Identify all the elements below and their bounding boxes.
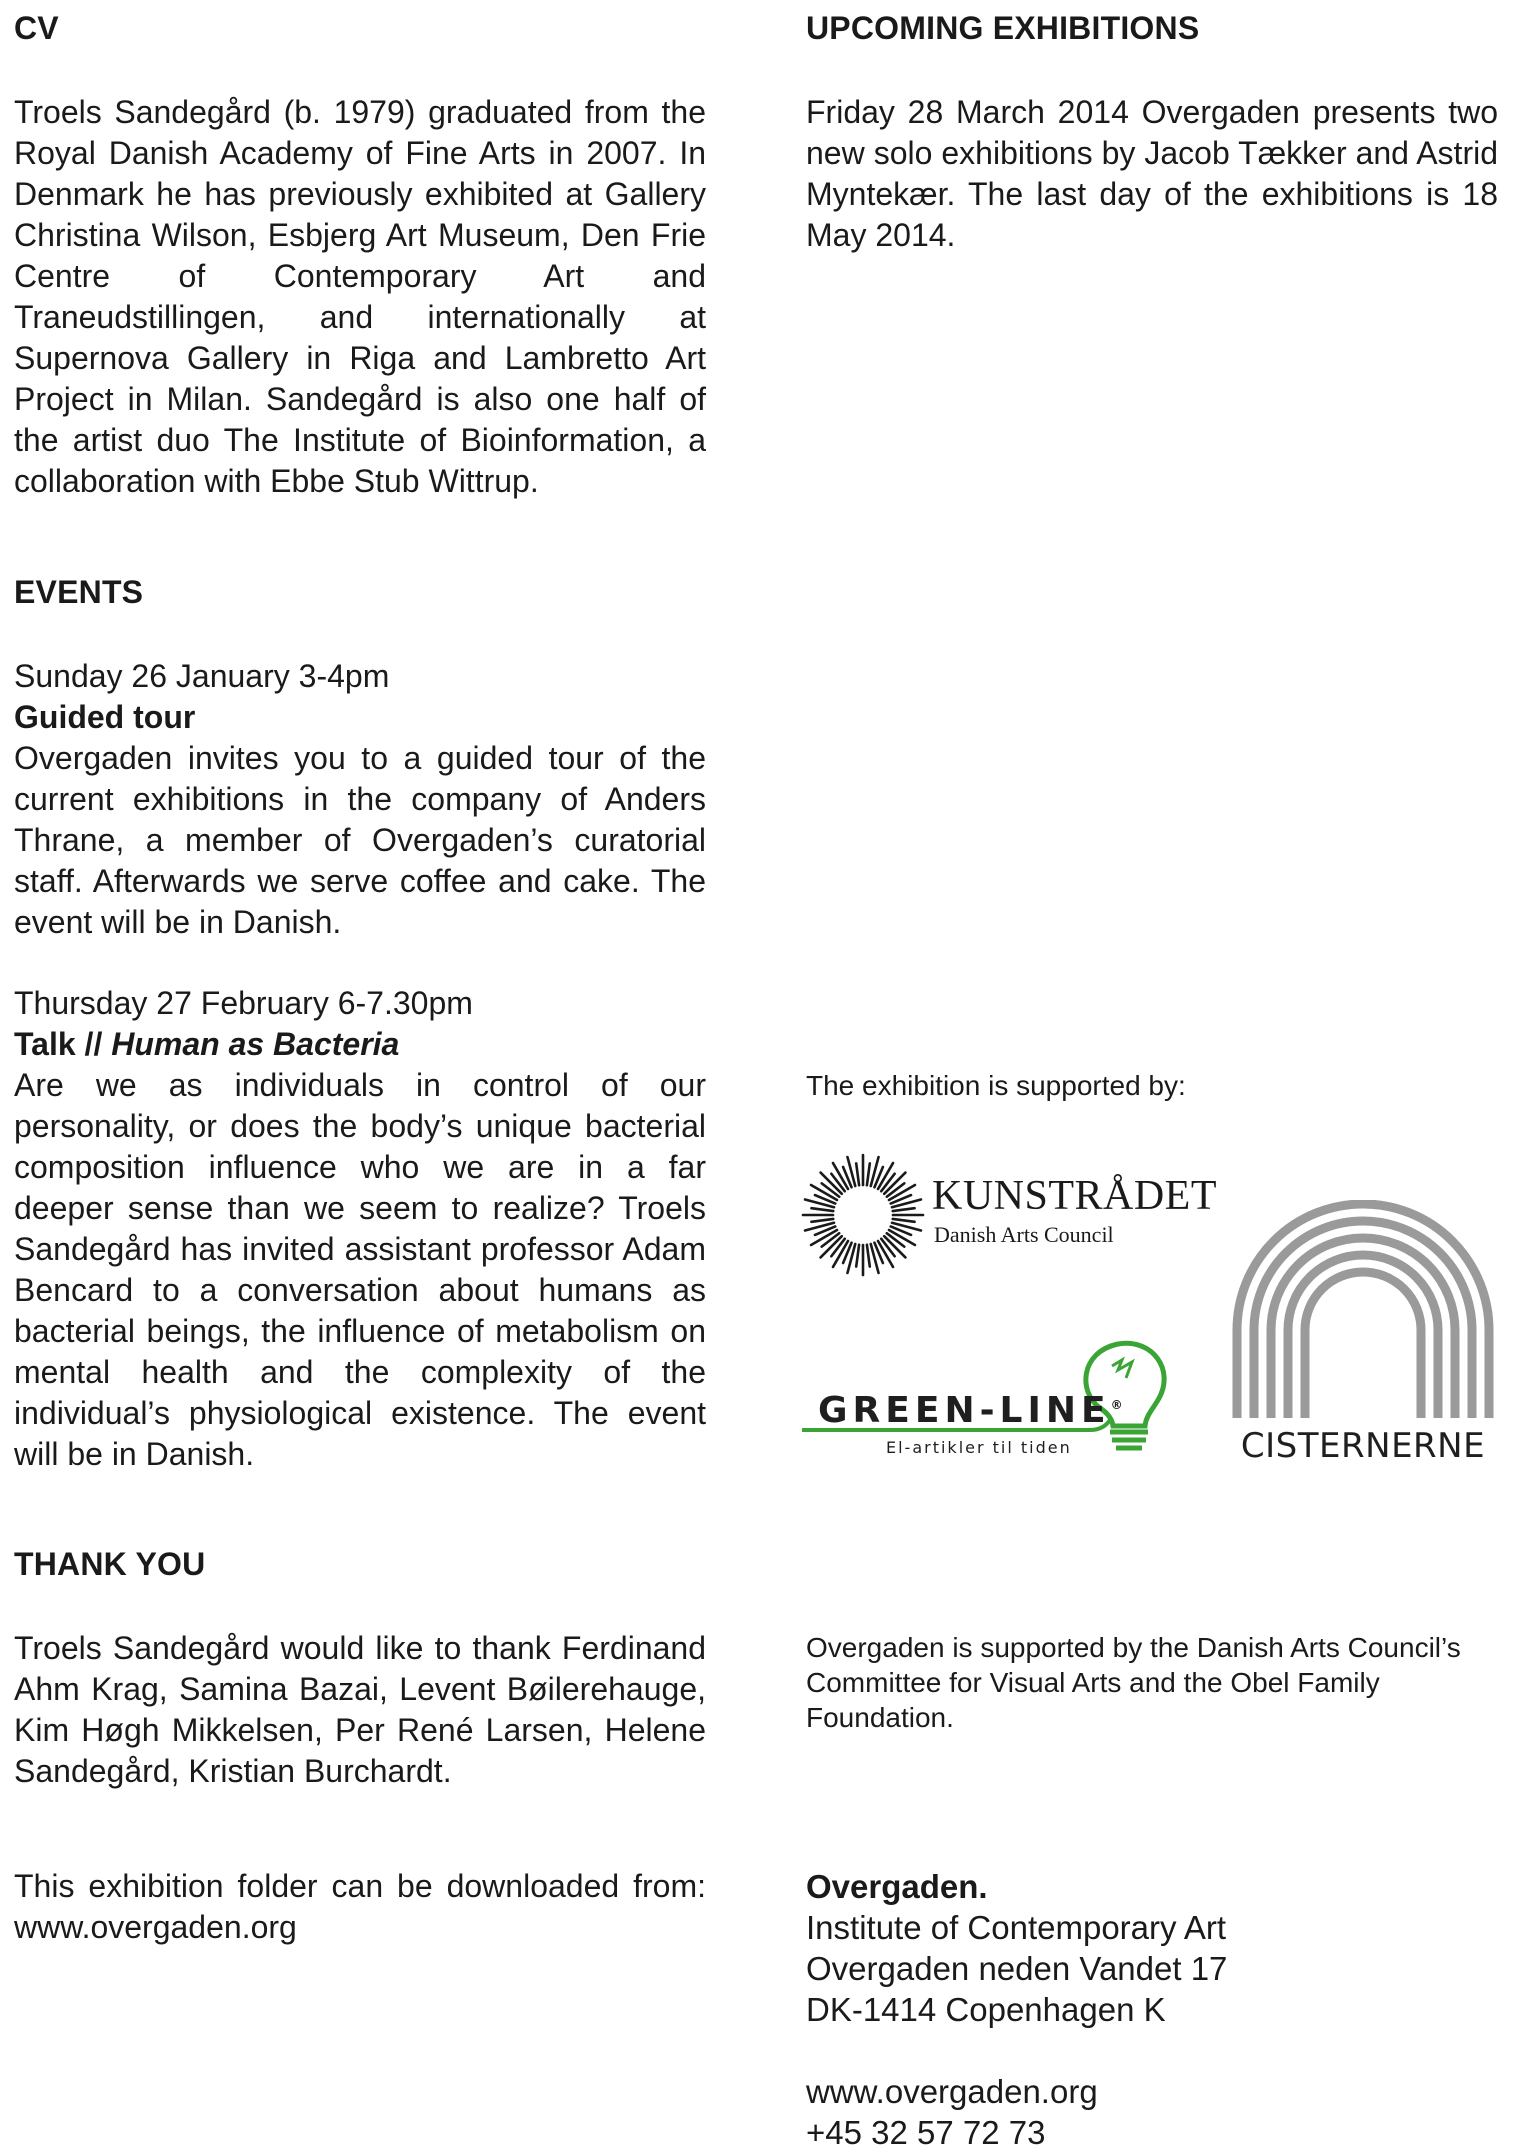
event-title-italic: Human as Bacteria	[111, 1026, 400, 1062]
kunstradet-name: KUNSTRÅDET	[932, 1173, 1217, 1219]
website-link[interactable]: www.overgaden.org	[806, 2073, 1098, 2110]
event-title: Guided tour	[14, 699, 196, 735]
event-date: Sunday 26 January 3-4pm	[14, 658, 390, 694]
thanks-heading: THANK YOU	[14, 1546, 206, 1582]
event-date: Thursday 27 February 6-7.30pm	[14, 985, 473, 1021]
event-item	[14, 656, 706, 943]
event-item	[14, 983, 706, 1475]
events-section	[14, 572, 706, 1475]
address-line: Institute of Contemporary Art	[806, 1909, 1227, 1946]
support-note: Overgaden is supported by the Danish Arts Council’s Committee for Visual Arts and the Obel Family Foundation.	[806, 1632, 1461, 1733]
upcoming-text: Friday 28 March 2014 Overgaden presents two new solo exhibitions by Jacob Tækker and Astrid Myntekær. The last day of the exhibitions is 18 May 2014.	[806, 94, 1498, 253]
greenline-tagline: El-artikler til tiden	[886, 1438, 1072, 1457]
download-text: This exhibition folder can be downloaded from: www.overgaden.org	[14, 1868, 706, 1945]
event-text: Overgaden invites you to a guided tour of the current exhibitions in the company of Anders Thrane, a member of Overgaden’s curatorial staff. Afterwards we serve coffee and cake. The event will be in Danish.	[14, 740, 706, 940]
cv-text: Troels Sandegård (b. 1979) graduated from the Royal Danish Academy of Fine Arts in 2007. In Denmark he has previously exhibited at Gallery Christina Wilson, Esbjerg Art Museum, Den Frie Centre of Contemporary Art and Traneudstillingen, and internationally at Supernova Gallery in Riga and Lambretto Art Project in Milan. Sandegård is also one half of the artist duo The Institute of Bioinformation, a collaboration with Ebbe Stub Wittrup.	[14, 94, 706, 499]
thanks-section	[14, 1544, 706, 1948]
cisternerne-arch-icon	[1228, 1200, 1498, 1420]
event-title	[14, 1024, 706, 1065]
upcoming-heading: UPCOMING EXHIBITIONS	[806, 10, 1200, 46]
address-block	[806, 1866, 1506, 2153]
address-name: Overgaden.	[806, 1868, 988, 1905]
greenline-name: GREEN-LINE®	[818, 1390, 1123, 1431]
kunstradet-sub: Danish Arts Council	[934, 1222, 1114, 1247]
event-text: Are we as individuals in control of our personality, or does the body’s unique bacterial composition influence who we are in a far deeper sense than we seem to realize? Troels Sandegård has invited assistant professor Adam Bencard to a conversation about humans as bacterial beings, the influence of metabolism on mental health and the complexity of the individual’s physiological existence. The event will be in Danish.	[14, 1067, 706, 1472]
phone-number: +45 32 57 72 73	[806, 2114, 1046, 2151]
kunstradet-logo	[798, 1150, 1218, 1280]
cisternerne-name: CISTERNERNE	[1240, 1426, 1486, 1466]
event-title-prefix: Talk //	[14, 1026, 112, 1062]
kunstradet-sun-icon	[798, 1150, 928, 1280]
cv-heading: CV	[14, 10, 59, 46]
thanks-text: Troels Sandegård would like to thank Ferdinand Ahm Krag, Samina Bazai, Levent Bøilerehauge, Kim Høgh Mikkelsen, Per René Larsen, Helene Sandegård, Kristian Burchardt.	[14, 1630, 706, 1789]
address-line: DK-1414 Copenhagen K	[806, 1991, 1166, 2028]
address-line: Overgaden neden Vandet 17	[806, 1950, 1228, 1987]
upcoming-section	[806, 8, 1498, 256]
greenline-logo	[800, 1330, 1180, 1470]
events-heading: EVENTS	[14, 574, 144, 610]
cisternerne-logo	[1228, 1200, 1498, 1470]
sponsors-label: The exhibition is supported by:	[806, 1070, 1186, 1101]
cv-section	[14, 8, 706, 502]
